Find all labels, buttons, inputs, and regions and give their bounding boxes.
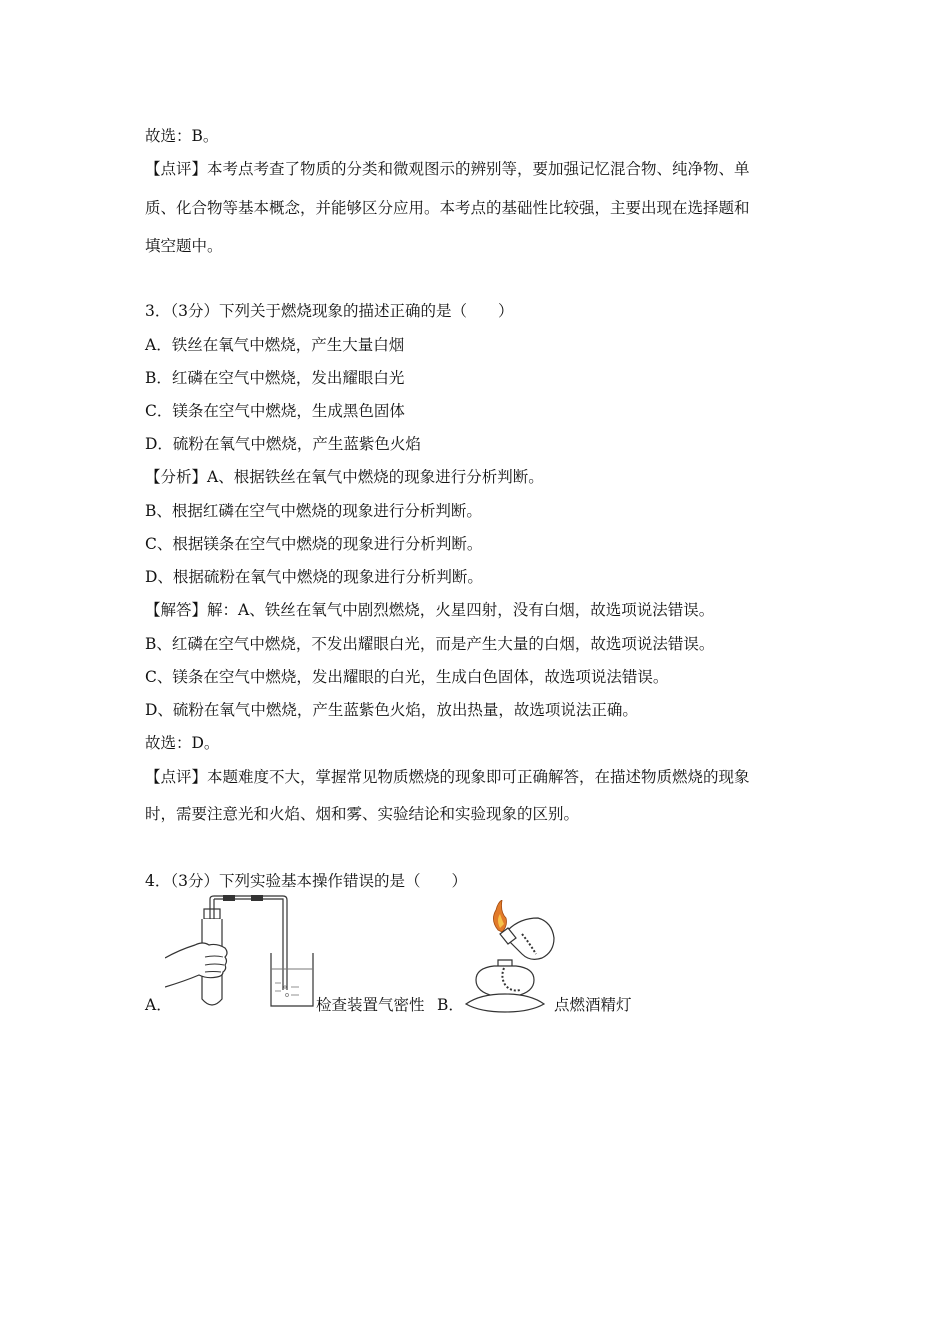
q3-option-c: C．镁条在空气中燃烧，生成黑色固体 xyxy=(145,402,405,420)
q3-option-b: B．红磷在空气中燃烧，发出耀眼白光 xyxy=(145,369,405,387)
q3-solution-3: C、镁条在空气中燃烧，发出耀眼的白光，生成白色固体，故选项说法错误。 xyxy=(145,668,669,686)
q3-option-d: D．硫粉在氧气中燃烧，产生蓝紫色火焰 xyxy=(145,435,421,453)
q2-comment-line-3: 填空题中。 xyxy=(145,237,223,255)
q3-stem: 3．（3分）下列关于燃烧现象的描述正确的是（ ） xyxy=(145,302,514,320)
q2-comment-line-1: 【点评】本考点考查了物质的分类和微观图示的辨别等，要加强记忆混合物、纯净物、单 xyxy=(145,160,750,178)
q4-option-a-letter: A． xyxy=(145,996,172,1014)
q3-analysis-2: B、根据红磷在空气中燃烧的现象进行分析判断。 xyxy=(145,502,482,520)
q3-analysis-3: C、根据镁条在空气中燃烧的现象进行分析判断。 xyxy=(145,535,483,553)
airtightness-check-figure xyxy=(165,895,315,1010)
q3-answer: 故选：D。 xyxy=(145,734,220,752)
q4-option-a-text: 检查装置气密性 xyxy=(316,996,425,1014)
q3-solution-4: D、硫粉在氧气中燃烧，产生蓝紫色火焰，放出热量，故选项说法正确。 xyxy=(145,701,638,719)
q4-option-b-text: 点燃酒精灯 xyxy=(554,996,632,1014)
q3-comment-line-2: 时，需要注意光和火焰、烟和雾、实验结论和实验现象的区别。 xyxy=(145,805,580,823)
q3-analysis-1: 【分析】A、根据铁丝在氧气中燃烧的现象进行分析判断。 xyxy=(145,468,544,486)
q3-solution-2: B、红磷在空气中燃烧，不发出耀眼白光，而是产生大量的白烟，故选项说法错误。 xyxy=(145,635,715,653)
q4-stem: 4．（3分）下列实验基本操作错误的是（ ） xyxy=(145,872,467,890)
q2-answer: 故选：B。 xyxy=(145,127,219,145)
q4-option-b-letter: B． xyxy=(437,996,464,1014)
alcohol-lamp-figure xyxy=(460,900,560,1015)
q3-option-a: A．铁丝在氧气中燃烧，产生大量白烟 xyxy=(145,336,405,354)
q2-comment-line-2: 质、化合物等基本概念，并能够区分应用。本考点的基础性比较强，主要出现在选择题和 xyxy=(145,199,750,217)
q3-solution-1: 【解答】解：A、铁丝在氧气中剧烈燃烧，火星四射，没有白烟，故选项说法错误。 xyxy=(145,601,715,619)
q3-analysis-4: D、根据硫粉在氧气中燃烧的现象进行分析判断。 xyxy=(145,568,483,586)
q3-comment-line-1: 【点评】本题难度不大，掌握常见物质燃烧的现象即可正确解答，在描述物质燃烧的现象 xyxy=(145,768,750,786)
